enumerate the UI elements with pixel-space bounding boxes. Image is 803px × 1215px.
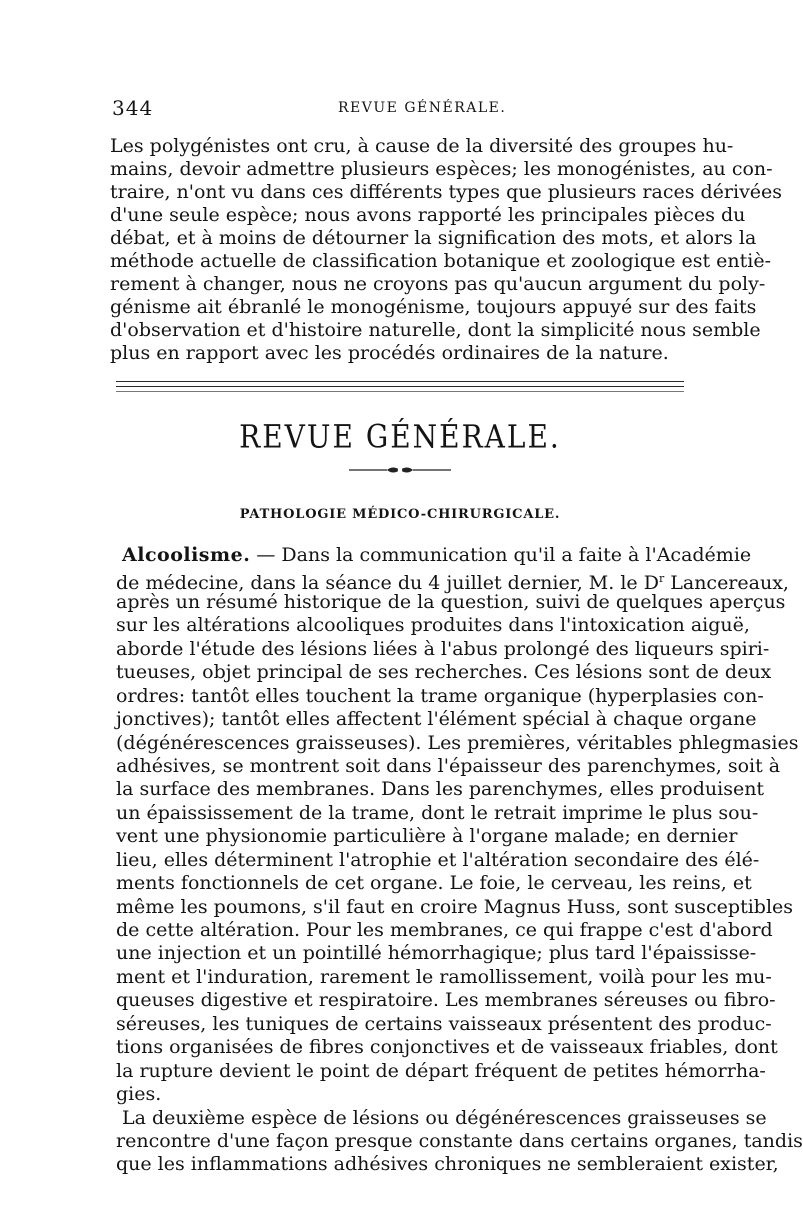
text-line [116,567,789,595]
text-line: La deuxième espèce de lésions ou dégénérescences graisseuses se [122,1106,767,1129]
text-line: rencontre d'une façon presque constante dans certains organes, tandis [116,1129,803,1152]
text-line: Les polygénistes ont cru, à cause de la diversité des groupes hu- [110,135,734,157]
text-line: ments fonctionnels de cet organe. Le foie, le cerveau, les reins, et [116,872,752,895]
text-line: adhésives, se montrent soit dans l'épaisseur des parenchymes, soit à [116,754,781,777]
section-divider-rule [116,391,684,392]
text-line: ordres: tantôt elles touchent la trame organique (hyperplasies con- [116,684,764,707]
text-line: séreuses, les tuniques de certains vaisseaux présentent des produc- [116,1012,772,1035]
text-run: Lancereaux, [664,572,789,595]
text-line: rement à changer, nous ne croyons pas qu'aucun argument du poly- [110,273,766,295]
text-line: sur les altérations alcooliques produites dans l'intoxication aiguë, [116,614,750,637]
text-line: queuses digestive et respiratoire. Les membranes séreuses ou fibro- [116,989,776,1012]
section-title: REVUE GÉNÉRALE. [239,417,561,456]
section-divider-rule [116,381,684,382]
section-divider-rule [116,386,684,387]
text-line: aborde l'étude des lésions liées à l'abus prolongé des liqueurs spiri- [116,637,770,660]
text-line: ment et l'induration, rarement le ramollissement, voilà pour les mu- [116,965,772,988]
text-line: même les poumons, s'il faut en croire Magnus Huss, sont susceptibles [116,895,794,918]
text-line: génisme ait ébranlé le monogénisme, toujours appuyé sur des faits [110,296,757,318]
text-line: après un résumé historique de la question, suivi de quelques aperçus [116,590,786,613]
text-line: d'une seule espèce; nous avons rapporté les principales pièces du [110,204,746,226]
text-run: de médecine, dans la séance du 4 juillet dernier, M. le D [116,572,659,595]
text-line: un épaississement de la trame, dont le retrait imprime le plus sou- [116,801,759,824]
article-body [116,544,803,1177]
text-line: la rupture devient le point de départ fréquent de petites hémorrha- [116,1059,766,1082]
intro-paragraph [110,135,783,365]
text-line: tions organisées de fibres conjonctives et de vaisseaux friables, dont [116,1036,778,1059]
text-line: mains, devoir admettre plusieurs espèces; les monogénistes, au con- [110,158,773,180]
text-line: que les inflammations adhésives chroniques ne sembleraient exister, [116,1153,779,1176]
text-line: lieu, elles déterminent l'atrophie et l'altération secondaire des élé- [116,848,760,871]
text-line: plus en rapport avec les procédés ordinaires de la nature. [110,342,669,364]
text-line: méthode actuelle de classification botanique et zoologique est entiè- [110,250,772,272]
text-line: traire, n'ont vu dans ces différents types que plusieurs races dérivées [110,181,783,203]
text-line: (dégénérescences graisseuses). Les premières, véritables phlegmasies [116,731,799,754]
article-lead-word: Alcoolisme. [122,544,251,566]
text-line: de cette altération. Pour les membranes, ce qui frappe c'est d'abord [116,919,773,941]
page-number: 344 [112,96,154,120]
text-line: vent une physionomie particulière à l'organe malade; en dernier [116,825,738,848]
text-run: — Dans la communication qu'il a faite à l'Académie [250,544,752,566]
subsection-title: PATHOLOGIE MÉDICO-CHIRURGICALE. [239,507,561,522]
text-line: une injection et un pointillé hémorrhagique; plus tard l'épaississe- [116,942,757,965]
text-line: jonctives); tantôt elles affectent l'élément spécial à chaque organe [116,708,757,731]
running-header [112,96,684,122]
running-title: REVUE GÉNÉRALE. [338,100,507,116]
text-line: débat, et à moins de détourner la signification des mots, et alors la [110,227,757,249]
text-line: tueuses, objet principal de ses recherches. Ces lésions sont de deux [116,661,772,684]
ornament-flourish-icon [345,462,455,478]
text-line: la surface des membranes. Dans les parenchymes, elles produisent [116,778,765,801]
text-line: d'observation et d'histoire naturelle, dont la simplicité nous semble [110,319,761,341]
text-line: gies. [116,1083,162,1106]
superscript: r [658,572,665,586]
text-line [116,544,752,567]
